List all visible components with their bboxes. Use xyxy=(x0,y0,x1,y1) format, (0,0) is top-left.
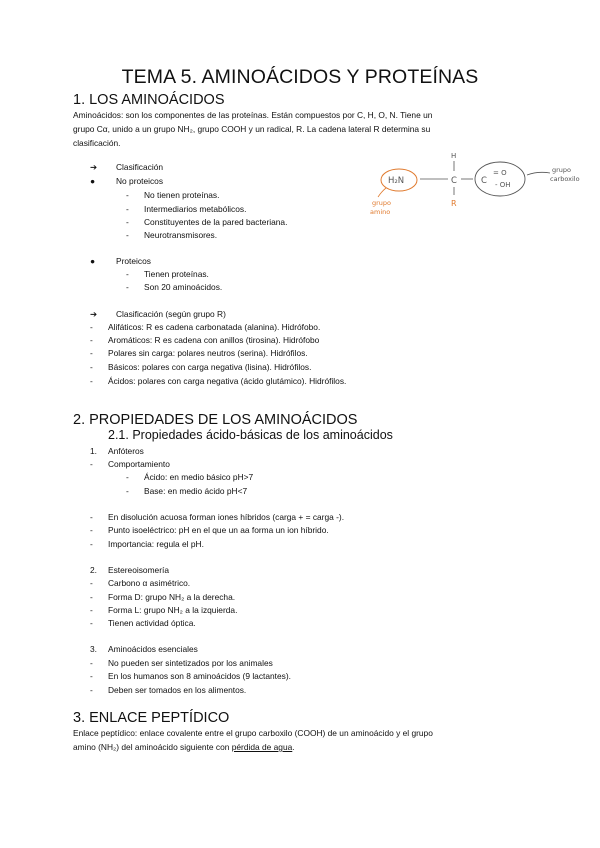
bullet-icon: ● xyxy=(90,256,96,266)
list-item: - Tienen proteínas. xyxy=(126,269,209,279)
no-proteicos-item: ● No proteicos xyxy=(90,176,164,186)
page-title: TEMA 5. AMINOÁCIDOS Y PROTEÍNAS xyxy=(121,66,479,88)
list-item: - Aromáticos: R es cadena con anillos (tirosina). Hidrófobo xyxy=(90,335,320,345)
section3-heading: 3. ENLACE PEPTÍDICO xyxy=(73,710,230,726)
arrow-icon: ➔ xyxy=(90,309,98,319)
section1-intro xyxy=(73,108,523,150)
list-item: - Importancia: regula el pH. xyxy=(90,539,204,549)
underlined-term: pérdida de agua xyxy=(231,742,293,752)
list-item: - Comportamiento xyxy=(90,459,170,469)
amino-acid-sketch xyxy=(360,145,600,225)
list-item: - Forma D: grupo NH₂ a la derecha. xyxy=(90,592,236,602)
list-item: - En los humanos son 8 aminoácidos (9 lactantes). xyxy=(90,671,291,681)
list-item: - Básicos: polares con carga negativa (lisina). Hidrófilos. xyxy=(90,362,312,372)
list-item: - Neurotransmisores. xyxy=(126,230,218,240)
list-item: - Carbono α asimétrico. xyxy=(90,578,191,588)
estereoisomeria-item: 2. Estereoisomería xyxy=(90,565,169,575)
list-item: - Constituyentes de la pared bacteriana. xyxy=(126,217,288,227)
list-item: - Forma L: grupo NH₂ a la izquierda. xyxy=(90,605,238,615)
amino-note-line-1: grupo xyxy=(372,199,392,207)
list-item: - Ácidos: polares con carga negativa (ácido glutámico). Hidrófilos. xyxy=(90,376,347,386)
intro-line-2: grupo Cα, unido a un grupo NH₂, grupo COOH y un radical, R. La cadena lateral R determina su xyxy=(73,124,431,134)
c-carboxyl-label: C xyxy=(481,176,487,186)
list-item: - Ácido: en medio básico pH>7 xyxy=(126,472,254,482)
arrow-icon: ➔ xyxy=(90,162,98,172)
clasificacion-item: ➔ Clasificación xyxy=(90,162,164,172)
list-item: - Alifáticos: R es cadena carbonatada (alanina). Hidrófobo. xyxy=(90,322,321,332)
section3-text xyxy=(73,726,523,754)
section2-heading: 2. PROPIEDADES DE LOS AMINOÁCIDOS xyxy=(73,412,358,428)
list-item: - En disolución acuosa forman iones híbridos (carga + = carga -). xyxy=(90,512,345,522)
oh-label: - OH xyxy=(495,181,511,189)
list-item: - Polares sin carga: polares neutros (serina). Hidrófilos. xyxy=(90,348,308,358)
carboxyl-note-line-1: grupo xyxy=(552,166,572,174)
list-item: - No tienen proteínas. xyxy=(126,190,220,200)
list-item: - No pueden ser sintetizados por los animales xyxy=(90,658,273,668)
proteicos-item: ● Proteicos xyxy=(90,256,151,266)
amino-pointer-line xyxy=(378,188,386,197)
anfoteros-item: 1. Anfóteros xyxy=(90,446,144,456)
intro-line-1: Aminoácidos: son los componentes de las proteínas. Están compuestos por C, H, O, N. Tiene un xyxy=(73,110,433,120)
c-alpha-label: C xyxy=(451,176,457,186)
r-label: R xyxy=(451,199,457,208)
section2-subheading: 2.1. Propiedades ácido-básicas de los aminoácidos xyxy=(108,428,393,442)
list-item: - Deben ser tomados en los alimentos. xyxy=(90,685,247,695)
intro-line-3: clasificación. xyxy=(73,138,121,148)
carboxyl-pointer-line xyxy=(527,172,550,175)
list-item: - Son 20 aminoácidos. xyxy=(126,282,223,292)
section1-heading: 1. LOS AMINOÁCIDOS xyxy=(73,92,225,108)
list-item: - Punto isoeléctrico: pH en el que un aa forma un ion híbrido. xyxy=(90,525,329,535)
clasificacion-r-item: ➔ Clasificación (según grupo R) xyxy=(90,309,226,319)
amino-formula: H₂N xyxy=(388,176,405,186)
list-item: - Base: en medio ácido pH<7 xyxy=(126,486,248,496)
h-label: H xyxy=(451,152,457,160)
section3-line-1: Enlace peptídico: enlace covalente entre el grupo carboxilo (COOH) de un aminoácido y el grupo xyxy=(73,728,433,738)
list-item: - Tienen actividad óptica. xyxy=(90,618,196,628)
carboxyl-note-line-2: carboxilo xyxy=(550,175,580,183)
bullet-icon: ● xyxy=(90,176,96,186)
section3-line-2: amino (NH₂) del aminoácido siguiente con pérdida de agua. xyxy=(73,742,295,752)
esenciales-item: 3. Aminoácidos esenciales xyxy=(90,644,198,654)
oxygen-label: = O xyxy=(493,169,507,177)
list-item: - Intermediarios metabólicos. xyxy=(126,204,247,214)
amino-note-line-2: amino xyxy=(370,208,391,216)
